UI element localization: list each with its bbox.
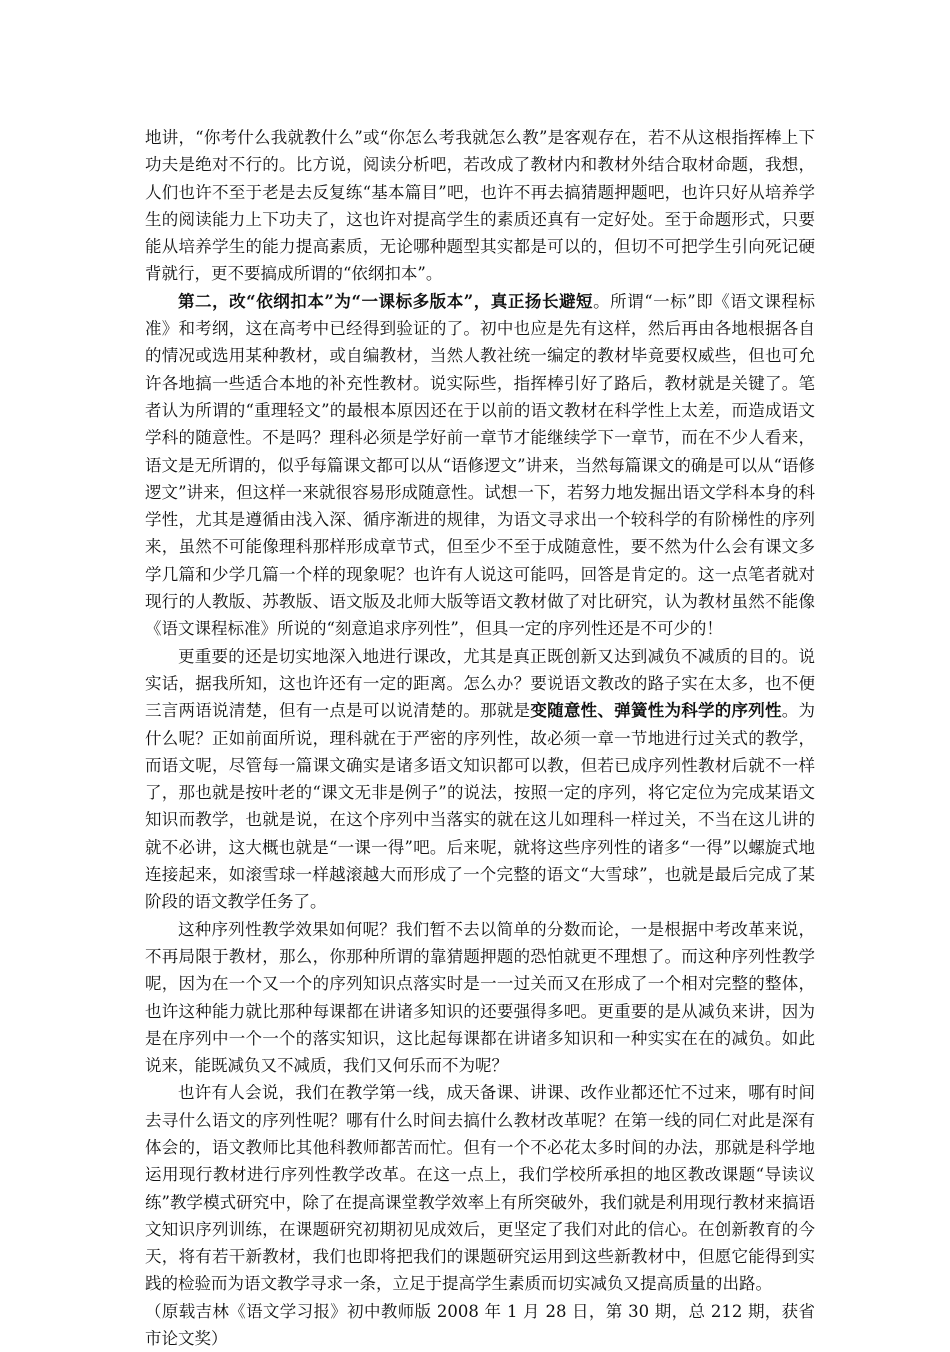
paragraph-3 xyxy=(145,643,815,916)
document-body xyxy=(145,124,815,1352)
key-phrase-bold: 变随意性、弹簧性为科学的序列性 xyxy=(530,701,782,721)
paragraph-3-intro: 更重要的还是切实地深入地进行课改，尤其是真正既创新又达到减负不减质的目的。说实话，据我所知，这也许还有一定的距离。怎么办？要说语文教改的路子实在太多，也不便三言两语说清楚，但有一点是可以说清楚的。那就是 xyxy=(145,646,815,721)
paragraph-4: 这种序列性教学效果如何呢？我们暂不去以简单的分数而论，一是根据中考改革来说，不再局限于教材，那么，你那种所谓的靠猜题押题的恐怕就更不理想了。而这种序列性教学呢，因为在一个又一个的序列知识点落实时是一一过关而又在形成了一个相对完整的整体，也许这种能力就比那种每课都在讲诸多知识的还要强得多吧。更重要的是从减负来讲，因为是在序列中一个一个的落实知识，这比起每课都在讲诸多知识和一种实实在在的减负。如此说来，能既减负又不减质，我们又何乐而不为呢？ xyxy=(145,919,815,1076)
section-heading-2: 第二，改“依纲扣本”为“一课标多版本”，真正扬长避短 xyxy=(178,291,594,311)
paragraph-2 xyxy=(145,288,815,643)
paragraph-5: 也许有人会说，我们在教学第一线，成天备课、讲课、改作业都还忙不过来，哪有时间去寻什么语文的序列性呢？哪有什么时间去搞什么教材改革呢？在第一线的同仁对此是深有体会的，语文教师比其他科教师都苦而忙。但有一个不必花太多时间的办法，那就是科学地运用现行教材进行序列性教学改革。在这一点上，我们学校所承担的地区教改课题“导读议练”教学模式研究中，除了在提高课堂教学效率上有所突破外，我们就是利用现行教材来搞语文知识序列训练，在课题研究初期初见成效后，更坚定了我们对此的信心。在创新教育的今天，将有若干新教材，我们也即将把我们的课题研究运用到这些新教材中，但愿它能得到实践的检验而为语文教学寻求一条，立足于提高学生素质而切实减负又提高质量的出路。 xyxy=(145,1083,815,1294)
paragraph-1: 地讲，“你考什么我就教什么”或“你怎么考我就怎么教”是客观存在，若不从这根指挥棒上下功夫是绝对不行的。比方说，阅读分析吧，若改成了教材内和教材外结合取材命题，我想，人们也许不至于老是去反复练“基本篇目”吧，也许不再去搞猜题押题吧，也许只好从培养学生的阅读能力上下功夫了，这也许对提高学生的素质还真有一定好处。至于命题形式，只要能从培养学生的能力提高素质，无论哪种题型其实都是可以的，但切不可把学生引向死记硬背就行，更不要搞成所谓的“依纲扣本”。 xyxy=(145,128,815,284)
paragraph-3-text: 。为什么呢？正如前面所说，理科就在于严密的序列性，故必须一章一节地进行过关式的教学，而语文呢，尽管每一篇课文确实是诸多语文知识都可以教，但若已成序列性教材后就不一样了，那也就是按叶老的“课文无非是例子”的说法，按照一定的序列，将它定位为完成某语文知识而教学，也就是说，在这个序列中当落实的就在这儿如理科一样过关，不当在这儿讲的就不必讲，这大概也就是“一课一得”吧。后来呢，就将这些序列性的诸多“一得”以螺旋式地连接起来，如滚雪球一样越滚越大而形成了一个完整的语文“大雪球”，也就是最后完成了某阶段的语文教学任务了。 xyxy=(145,701,816,912)
source-note: （原载吉林《语文学习报》初中教师版 2008 年 1 月 28 日，第 30 期，总 212 期，获省市论文奖） xyxy=(145,1301,815,1349)
paragraph-2-text: 。所谓“一标”即《语文课程标准》和考纲，这在高考中已经得到验证的了。初中也应是先有这样，然后再由各地根据各自的情况或选用某种教材，或自编教材，当然人教社统一编定的教材毕竟要权威些，但也可允许各地搞一些适合本地的补充性教材。说实际些，指挥棒引好了路后，教材就是关键了。笔者认为所谓的“重理轻文”的最根本原因还在于以前的语文教材在科学性上太差，而造成语文学科的随意性。不是吗？理科必须是学好前一章节才能继续学下一章节，而在不少人看来，语文是无所谓的，似乎每篇课文都可以从“语修逻文”讲来，当然每篇课文的确是可以从“语修逻文”讲来，但这样一来就很容易形成随意性。试想一下，若努力地发掘出语文学科本身的科学性，尤其是遵循由浅入深、循序渐进的规律，为语文寻求出一个较科学的有阶梯性的序列来，虽然不可能像理科那样形成章节式，但至少不至于成随意性，要不然为什么会有课文多学几篇和少学几篇一个样的现象呢？也许有人说这可能吗，回答是肯定的。这一点笔者就对现行的人教版、苏教版、语文版及北师大版等语文教材做了对比研究，认为教材虽然不能像《语文课程标准》所说的“刻意追求序列性”，但具一定的序列性还是不可少的！ xyxy=(145,291,816,639)
